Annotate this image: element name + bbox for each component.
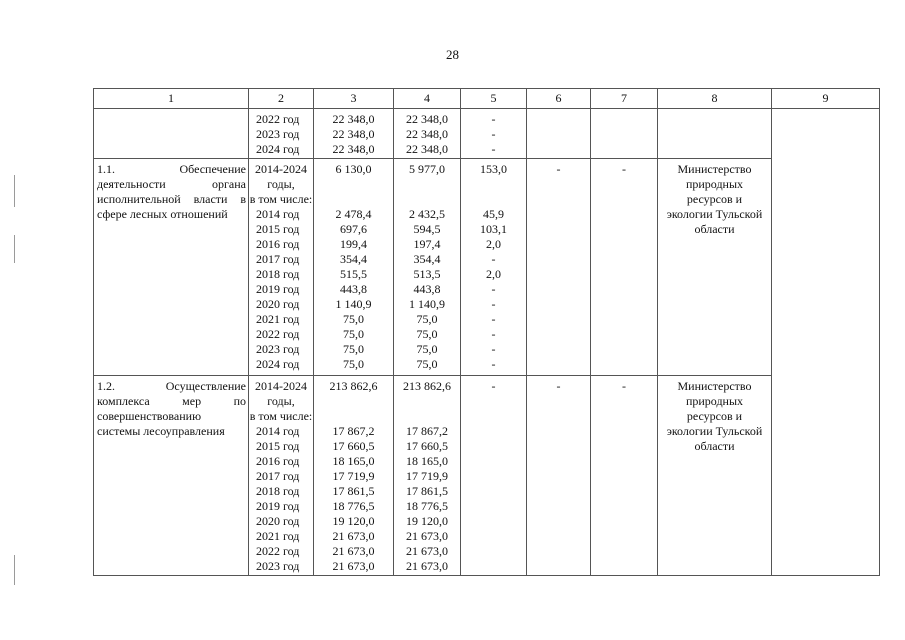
continuation-row xyxy=(94,109,880,159)
amount-value: 75,0 xyxy=(343,357,364,371)
table-row xyxy=(94,159,880,376)
continuation-col8 xyxy=(658,109,772,159)
amount-value: 21 673,0 xyxy=(406,529,448,543)
year-label: годы, xyxy=(267,177,295,191)
col4-amount xyxy=(394,376,461,576)
amount-value: 17 861,5 xyxy=(406,484,448,498)
header-col-9: 9 xyxy=(772,89,880,109)
amount-value: 18 165,0 xyxy=(332,454,375,468)
amount-value: 199,4 xyxy=(340,237,367,251)
amount-value: 213 862,6 xyxy=(329,379,378,393)
year-label: 2014 год xyxy=(256,424,300,438)
year-label: 2017 год xyxy=(256,469,300,483)
year-label: в том числе: xyxy=(249,192,313,206)
amount-value: - xyxy=(491,312,496,326)
executor-line: Министерство xyxy=(677,379,752,393)
year-label: 2020 год xyxy=(256,297,300,311)
year-label: 2021 год xyxy=(256,529,300,543)
amount-value: 22 348,0 xyxy=(406,127,448,141)
continuation-col7 xyxy=(591,109,658,159)
amount-value xyxy=(394,192,460,207)
year-label: 2019 год xyxy=(256,499,300,513)
amount-value: - xyxy=(491,112,496,126)
executor-line: природных xyxy=(685,394,744,408)
amount-value: - xyxy=(491,379,496,393)
year-label: 2014-2024 xyxy=(255,162,307,176)
year-label: 2014-2024 xyxy=(255,379,307,393)
year-label: 2023 год xyxy=(256,342,300,356)
amount-value: - xyxy=(491,252,496,266)
amount-value: - xyxy=(491,357,496,371)
amount-value: 75,0 xyxy=(416,357,438,371)
amount-value: 75,0 xyxy=(343,312,364,326)
header-row xyxy=(94,89,880,109)
year-label: 2016 год xyxy=(256,454,300,468)
executor-line: ресурсов и xyxy=(686,192,743,206)
amount-value: 153,0 xyxy=(480,162,507,176)
year-label: 2024 год xyxy=(256,357,300,371)
amount-value: 17 861,5 xyxy=(332,484,375,498)
amount-value: 18 776,5 xyxy=(406,499,448,513)
amount-value: 17 719,9 xyxy=(332,469,375,483)
header-col-6: 6 xyxy=(527,89,591,109)
continuation-years xyxy=(249,109,314,159)
measure-name-line: совершенствованию xyxy=(97,409,202,423)
col6-value: - xyxy=(527,159,591,376)
year-label: годы, xyxy=(267,394,295,408)
amount-value: 513,5 xyxy=(413,267,441,281)
margin-mark xyxy=(14,555,15,585)
col6-value: - xyxy=(527,376,591,576)
amount-value: 443,8 xyxy=(413,282,441,296)
executor-line: области xyxy=(694,439,735,453)
amount-value xyxy=(314,192,393,207)
measure-name-line: исполнительной власти в xyxy=(97,192,246,206)
amount-value: 354,4 xyxy=(340,252,367,266)
executor-line: области xyxy=(694,222,735,236)
year-label: 2017 год xyxy=(256,252,300,266)
year-label: 2020 год xyxy=(256,514,300,528)
amount-value: 45,9 xyxy=(483,207,504,221)
amount-value: - xyxy=(491,142,496,156)
amount-value: 594,5 xyxy=(413,222,441,236)
header-col-2: 2 xyxy=(249,89,314,109)
amount-value: 5 977,0 xyxy=(409,162,445,176)
year-label: 2015 год xyxy=(256,222,300,236)
executor-line: экологии Тульской xyxy=(666,424,763,438)
amount-value xyxy=(394,394,460,409)
executor-line: Министерство xyxy=(677,162,752,176)
amount-value: 75,0 xyxy=(343,327,364,341)
amount-value: 17 660,5 xyxy=(332,439,375,453)
amount-value: 21 673,0 xyxy=(406,544,448,558)
amount-value xyxy=(314,394,393,409)
col5-amount xyxy=(461,159,527,376)
executor xyxy=(658,376,772,576)
amount-value: 75,0 xyxy=(343,342,364,356)
amount-value: 17 867,2 xyxy=(332,424,375,438)
amount-value: 1 140,9 xyxy=(409,297,445,311)
margin-mark xyxy=(14,175,15,207)
amount-value: 22 348,0 xyxy=(332,142,375,156)
continuation-col6 xyxy=(527,109,591,159)
amount-value: - xyxy=(491,342,496,356)
continuation-col1 xyxy=(94,109,249,159)
amount-value: 22 348,0 xyxy=(332,112,375,126)
amount-value: 21 673,0 xyxy=(332,544,375,558)
amount-value: 21 673,0 xyxy=(406,559,448,573)
year-label: 2022 год xyxy=(256,544,300,558)
year-label: 2022 год xyxy=(256,327,300,341)
year-label: 2021 год xyxy=(256,312,300,326)
amount-value: - xyxy=(491,127,496,141)
year-label: 2016 год xyxy=(256,237,300,251)
amount-value xyxy=(314,409,393,424)
amount-value xyxy=(461,192,526,207)
amount-value: 75,0 xyxy=(416,312,438,326)
amount-value: 515,5 xyxy=(340,267,367,281)
amount-value: 21 673,0 xyxy=(332,559,375,573)
page-number: 28 xyxy=(446,47,459,62)
amount-value: - xyxy=(491,297,496,311)
amount-value: 2,0 xyxy=(486,267,501,281)
amount-value: 21 673,0 xyxy=(332,529,375,543)
amount-value: 18 776,5 xyxy=(332,499,375,513)
col7-value: - xyxy=(591,159,658,376)
continuation-col4 xyxy=(394,109,461,159)
continuation-col3 xyxy=(314,109,394,159)
amount-value: 697,6 xyxy=(340,222,367,236)
amount-value: 19 120,0 xyxy=(332,514,375,528)
amount-value xyxy=(394,409,460,424)
margin-mark xyxy=(14,235,15,263)
amount-value: 443,8 xyxy=(340,282,367,296)
amount-value: 17 719,9 xyxy=(406,469,448,483)
year-label: 2018 год xyxy=(256,484,300,498)
measure-name-line: комплекса мер по xyxy=(97,394,246,408)
amount-value: 354,4 xyxy=(413,252,441,266)
amount-value: 19 120,0 xyxy=(406,514,448,528)
year-label: 2015 год xyxy=(256,439,300,453)
measure-name-line: 1.2. Осуществление xyxy=(97,379,246,393)
header-col-7: 7 xyxy=(591,89,658,109)
year-label: 2018 год xyxy=(256,267,300,281)
amount-value: 2,0 xyxy=(486,237,501,251)
continuation-col5 xyxy=(461,109,527,159)
amount-value xyxy=(394,177,460,192)
amount-value: 6 130,0 xyxy=(335,162,372,176)
total-amount xyxy=(314,376,394,576)
measure-name-line: 1.1. Обеспечение xyxy=(97,162,246,176)
col4-amount xyxy=(394,159,461,376)
amount-value: 17 660,5 xyxy=(406,439,448,453)
table-row xyxy=(94,376,880,576)
amount-value: 22 348,0 xyxy=(332,127,375,141)
year-label: в том числе: xyxy=(249,409,313,423)
year-label: 2023 год xyxy=(256,127,300,141)
amount-value: - xyxy=(491,282,496,296)
year-label: 2023 год xyxy=(256,559,300,573)
executor-line: ресурсов и xyxy=(686,409,743,423)
year-label: 2024 год xyxy=(256,142,300,156)
header-col-5: 5 xyxy=(461,89,527,109)
amount-value: 2 478,4 xyxy=(335,207,372,221)
amount-value: 17 867,2 xyxy=(406,424,448,438)
year-label: 2022 год xyxy=(256,112,300,126)
amount-value: 103,1 xyxy=(480,222,507,236)
period-years xyxy=(249,376,314,576)
measure-name-line: сфере лесных отношений xyxy=(97,207,228,221)
amount-value: 2 432,5 xyxy=(409,207,445,221)
period-years xyxy=(249,159,314,376)
amount-value: 75,0 xyxy=(416,342,438,356)
measure-name-line: деятельности органа xyxy=(97,177,246,191)
measure-name xyxy=(94,376,249,576)
amount-value xyxy=(461,177,526,192)
measure-name-line: системы лесоуправления xyxy=(97,424,225,438)
col9-cell xyxy=(772,109,880,576)
executor-line: экологии Тульской xyxy=(666,207,763,221)
amount-value: - xyxy=(491,327,496,341)
amount-value: 22 348,0 xyxy=(406,112,448,126)
amount-value: 213 862,6 xyxy=(403,379,451,393)
amount-value: 1 140,9 xyxy=(335,297,372,311)
header-col-4: 4 xyxy=(394,89,461,109)
amount-value xyxy=(314,177,393,192)
executor xyxy=(658,159,772,376)
amount-value: 18 165,0 xyxy=(406,454,448,468)
header-col-8: 8 xyxy=(658,89,772,109)
year-label: 2019 год xyxy=(256,282,300,296)
header-col-1: 1 xyxy=(94,89,249,109)
amount-value: 22 348,0 xyxy=(406,142,448,156)
amount-value: 197,4 xyxy=(413,237,441,251)
total-amount xyxy=(314,159,394,376)
amount-value: 75,0 xyxy=(416,327,438,341)
col5-amount xyxy=(461,376,527,576)
year-label: 2014 год xyxy=(256,207,300,221)
executor-line: природных xyxy=(685,177,744,191)
measure-name xyxy=(94,159,249,376)
col7-value: - xyxy=(591,376,658,576)
budget-table xyxy=(93,88,880,576)
header-col-3: 3 xyxy=(314,89,394,109)
